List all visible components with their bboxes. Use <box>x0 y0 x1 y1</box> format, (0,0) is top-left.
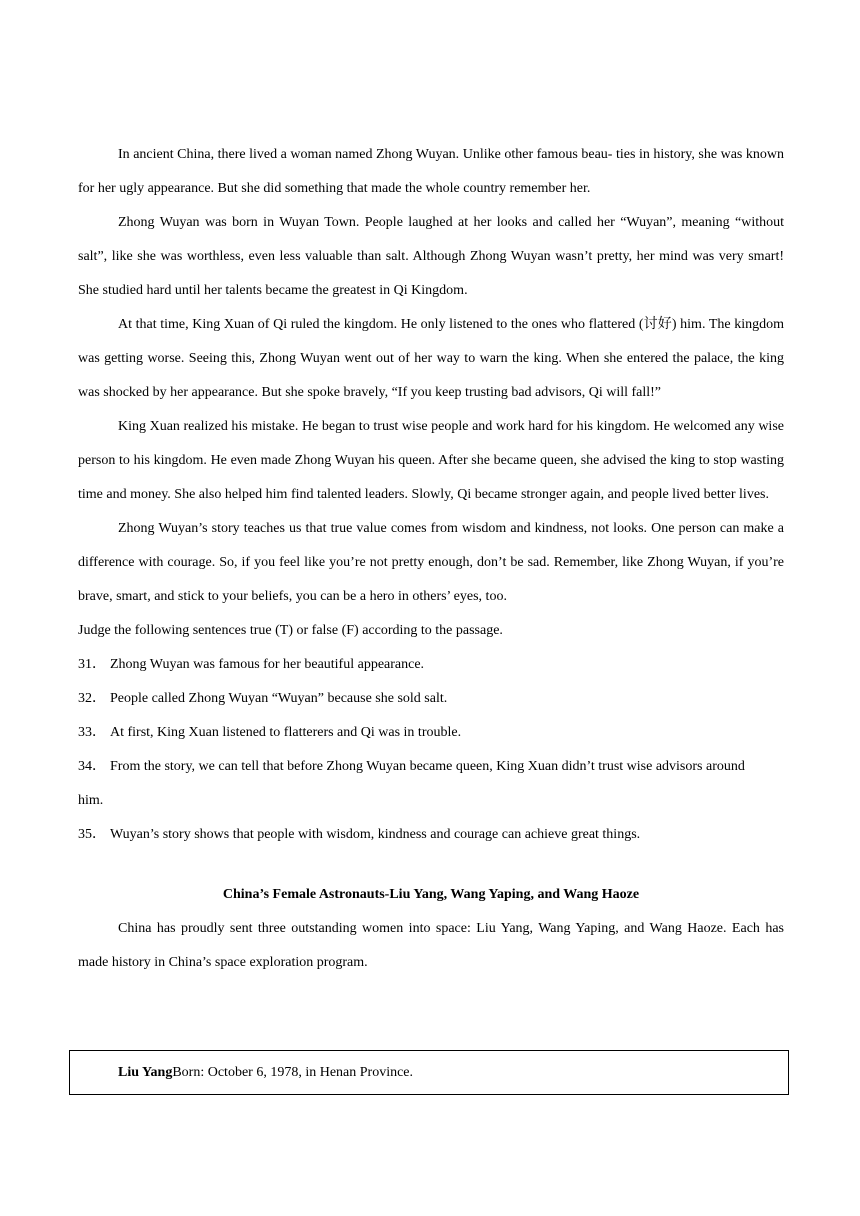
question-number: 32． <box>78 691 106 706</box>
section-intro: China has proudly sent three outstanding women into space: Liu Yang, Wang Yaping, and Wang Haoze. Each has made history in China’s space exploration program. <box>78 921 784 970</box>
question-text: At first, King Xuan listened to flatterers and Qi was in trouble. <box>110 725 462 740</box>
astronaut-info-line <box>118 1063 413 1083</box>
question-33 <box>78 716 784 750</box>
question-31 <box>78 648 784 682</box>
question-number: 35． <box>78 827 106 842</box>
question-35 <box>78 818 784 852</box>
passage-paragraph-1: In ancient China, there lived a woman named Zhong Wuyan. Unlike other famous beau- ties in history, she was known for her ugly appearance. But she did something that made the whole country remember her. <box>78 147 784 196</box>
question-text: From the story, we can tell that before Zhong Wuyan became queen, King Xuan didn’t trust wise advisors around him. <box>78 759 745 808</box>
question-32 <box>78 682 784 716</box>
question-number: 34． <box>78 759 106 774</box>
question-number: 31． <box>78 657 106 672</box>
astronaut-info-box <box>69 1050 789 1095</box>
question-number: 33． <box>78 725 106 740</box>
astronaut-born: Born: October 6, 1978, in Henan Province. <box>172 1065 414 1080</box>
section-title: China’s Female Astronauts-Liu Yang, Wang Yaping, and Wang Haoze <box>222 887 640 902</box>
question-text: Wuyan’s story shows that people with wisdom, kindness and courage can achieve great things. <box>110 827 641 842</box>
passage-paragraph-5: Zhong Wuyan’s story teaches us that true value comes from wisdom and kindness, not looks. One person can make a difference with courage. So, if you feel like you’re not pretty enough, don’t be sad. Remember, like Zhong Wuyan, if you’re brave, smart, and stick to your beliefs, you can be a hero in others’ eyes, too. <box>78 521 784 604</box>
astronaut-name: Liu Yang <box>118 1065 173 1080</box>
instructions: Judge the following sentences true (T) or false (F) according to the passage. <box>78 623 503 638</box>
question-text: Zhong Wuyan was famous for her beautiful appearance. <box>110 657 425 672</box>
question-34 <box>78 750 784 818</box>
passage-paragraph-3: At that time, King Xuan of Qi ruled the kingdom. He only listened to the ones who flattered (讨好) him. The kingdom was getting worse. Seeing this, Zhong Wuyan went out of her way to warn the king. When she entered the palace, the king was shocked by her appearance. But she spoke bravely, “If you keep trusting bad advisors, Qi will fall!” <box>78 317 784 400</box>
passage-paragraph-2: Zhong Wuyan was born in Wuyan Town. People laughed at her looks and called her “Wuyan”, meaning “without salt”, like she was worthless, even less valuable than salt. Although Zhong Wuyan wasn’t pretty, her mind was very smart! She studied hard until her talents became the greatest in Qi Kingdom. <box>78 215 784 298</box>
question-text: People called Zhong Wuyan “Wuyan” because she sold salt. <box>110 691 448 706</box>
document-body <box>78 138 784 980</box>
passage-paragraph-4: King Xuan realized his mistake. He began to trust wise people and work hard for his kingdom. He welcomed any wise person to his kingdom. He even made Zhong Wuyan his queen. After she became queen, she advised the king to stop wasting time and money. She also helped him find talented leaders. Slowly, Qi became stronger again, and people lived better lives. <box>78 419 784 502</box>
